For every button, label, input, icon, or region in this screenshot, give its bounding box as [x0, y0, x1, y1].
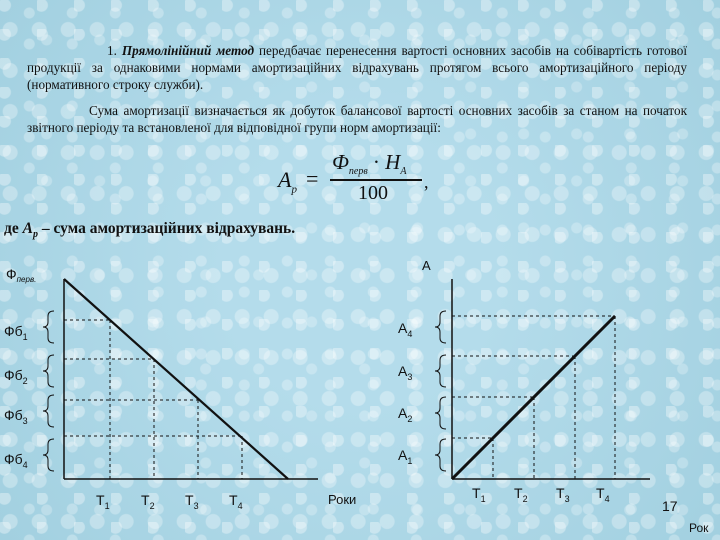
right-x-label-2: $Т_2$: [514, 485, 528, 504]
right-brace-2: [435, 355, 446, 387]
right-x-label-1: $Т_1$: [472, 485, 486, 504]
right-x-label-3: $Т_3$: [556, 485, 570, 504]
left-chart: [4, 266, 356, 511]
left-brace-3: [43, 395, 54, 427]
right-brace-3: [435, 397, 446, 429]
formula-numerator: $Ф_{перв} \cdot Н_А$: [332, 150, 407, 178]
left-y-label-2: $Фб_2$: [4, 367, 28, 386]
left-brace-1: [43, 311, 54, 343]
right-x-axis-label: Рок: [689, 521, 709, 535]
where-symbol: $А_р$: [22, 220, 38, 241]
middle-label-a2: $А_2$: [398, 405, 413, 424]
middle-label-a1: $А_1$: [398, 447, 413, 466]
left-y-top-label: $Ф_{перв.}$: [6, 266, 37, 284]
right-x-label-4: $Т_4$: [596, 485, 610, 504]
left-x-axis-label: Роки: [328, 492, 357, 507]
left-y-label-1: $Фб_1$: [4, 323, 28, 342]
right-brace-4: [435, 439, 446, 471]
method-term: Прямолінійний метод: [121, 43, 255, 58]
left-x-label-3: $Т_3$: [185, 492, 199, 511]
left-x-label-2: $Т_2$: [141, 492, 155, 511]
left-y-label-3: $Фб_3$: [4, 407, 28, 426]
middle-labels: [398, 258, 431, 466]
left-y-label-4: $Фб_4$: [4, 451, 28, 470]
left-depreciation-line: [64, 279, 288, 479]
formula-equals: =: [306, 166, 319, 191]
formula-lhs: $A_p$: [278, 167, 297, 196]
left-x-label-1: $Т_1$: [96, 492, 110, 511]
left-braces: [43, 311, 54, 471]
paragraph1-text: передбачає перенесення вартості основних засобів на собівартість готової продукції за однаковими нормами амортизаційних відрахувань протягом всього амортизаційного періоду (нормативного строку служби).: [27, 43, 687, 92]
formula-denominator: 100: [358, 182, 388, 204]
middle-label-a4: $А_4$: [398, 320, 413, 339]
right-braces: [435, 311, 446, 471]
paragraph-number: 1.: [107, 43, 117, 58]
formula-comma: ,: [424, 172, 429, 192]
middle-label-a3: $А_3$: [398, 363, 413, 382]
left-x-label-4: $Т_4$: [229, 492, 243, 511]
paragraph2-text: Сума амортизації визначається як добуток балансової вартості основних засобів за станом на початок звітного періоду та встановленої для відповідної групи норм амортизації:: [27, 103, 687, 135]
left-brace-4: [43, 439, 54, 471]
left-guide-lines: [64, 320, 242, 479]
middle-top-label: А: [422, 258, 431, 273]
right-chart: [435, 279, 709, 535]
right-brace-1: [435, 311, 446, 343]
slide-number: 17: [662, 498, 678, 514]
left-brace-2: [43, 355, 54, 387]
where-definition: де $А_р$ – сума амортизаційних відрахувань.: [4, 220, 296, 241]
